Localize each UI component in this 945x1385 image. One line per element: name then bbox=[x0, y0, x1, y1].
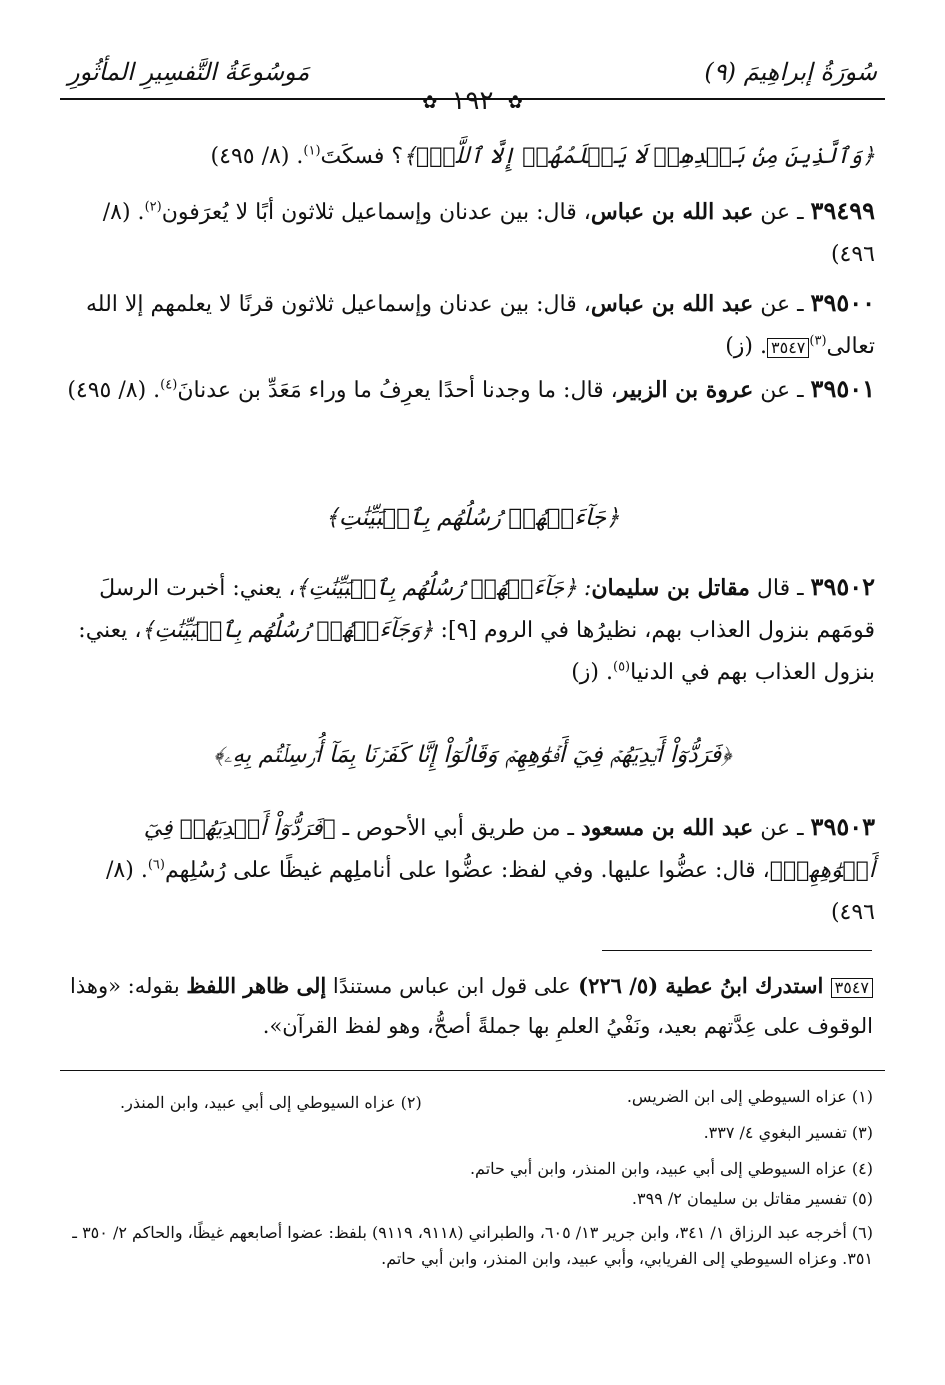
paragraph-text: ، قال: ما وجدنا أحدًا يعرِفُ ما وراء مَعَدِّ بن عدنانَ bbox=[177, 378, 618, 403]
page-number-row bbox=[60, 86, 885, 116]
paragraph-text: ؟ فسكَتَ bbox=[320, 144, 404, 169]
page-header bbox=[60, 52, 885, 116]
surah-title: سُورَةُ إبراهِيمَ (٩) bbox=[704, 58, 877, 86]
narrator: عبد الله بن مسعود bbox=[580, 815, 754, 841]
footnote-5: (٥) تفسير مقاتل بن سليمان ٢/ ٣٩٩. bbox=[631, 1189, 873, 1208]
volume-reference: . (٨/ ٤٩٥) bbox=[210, 144, 304, 169]
ornament-icon: ✿ bbox=[422, 91, 438, 113]
footnotes-rule bbox=[60, 1070, 885, 1071]
editor-note bbox=[62, 966, 873, 1046]
narrator: عروة بن الزبير bbox=[617, 377, 754, 403]
entry-number: ٣٩٥٠١ bbox=[810, 374, 875, 403]
entry-39500 bbox=[62, 282, 875, 368]
footnote-6: (٦) أخرجه عبد الرزاق ١/ ٣٤١، وابن جرير ١٣/ ٦٠٥، والطبراني (٩١١٨، ٩١١٩) بلفظ: عضوا أصابعهم غيظًا، والحاكم ٢/ ٣٥٠ ـ ٣٥١. وعزاه السيوطي إلى الفريابي، وأبي عبيد، وابن المنذر، وابن أبي حاتم. bbox=[72, 1223, 873, 1268]
narrator: مقاتل بن سليمان bbox=[591, 575, 750, 601]
entry-number: ٣٩٥٠٢ bbox=[810, 572, 875, 601]
paragraph-text: ، قال: بين عدنان وإسماعيل ثلاثون قرنًا لا يعلمهم إلا الله تعالى bbox=[86, 292, 875, 359]
footnote-marker: (٢) bbox=[144, 199, 162, 215]
volume-reference: . (ز) bbox=[571, 660, 613, 685]
footnote-4: (٤) عزاه السيوطي إلى أبي عبيد، وابن المنذر، وابن أبي حاتم. bbox=[469, 1159, 873, 1178]
narrator: عبد الله بن عباس bbox=[590, 199, 754, 225]
verse-heading: ﴿جَآءَتۡهُمۡ رُسُلُهُم بِٱلۡبَيِّنَٰتِ﴾ bbox=[325, 505, 620, 531]
note-number-box: ٣٥٤٧ bbox=[831, 978, 873, 998]
paragraph-text: ، قال: عضُّوا عليها. وفي لفظ: عضُّوا على أناملِهم غيظًا على رُسُلِهم bbox=[164, 858, 770, 883]
paragraph-text: ـ عن bbox=[753, 292, 811, 317]
footnote-marker: (٥) bbox=[612, 659, 631, 675]
note-text: على قول ابن عباس مستندًا bbox=[326, 974, 571, 998]
ornament-icon: ✿ bbox=[507, 91, 523, 113]
footnote-marker: (١) bbox=[303, 143, 321, 159]
paragraph-text: ، يعني: بنزول العذاب بهم في الدنيا bbox=[78, 618, 875, 685]
entry-39499 bbox=[62, 190, 875, 276]
paragraph-text: ـ عن bbox=[753, 816, 811, 841]
entry-39501 bbox=[62, 368, 875, 412]
paragraph-text: ، قال: بين عدنان وإسماعيل ثلاثون أبًا لا يُعرَفون bbox=[161, 200, 591, 225]
volume-reference: . (٨/ ٤٩٥) bbox=[67, 378, 161, 403]
page-number: ١٩٢ bbox=[451, 86, 494, 116]
paragraph-text: ـ عن bbox=[753, 378, 811, 403]
volume-reference: . (٨/ ٤٩٦) bbox=[102, 200, 875, 267]
continuation-paragraph bbox=[62, 136, 875, 178]
quran-verse: ﴿فَرَدُّوٓاْ أَيۡدِيَهُمۡ فِيٓ أَفۡوَٰهِهِمۡ﴾ bbox=[143, 816, 875, 883]
footnote-marker: (٦) bbox=[147, 857, 165, 873]
paragraph-text: ـ عن bbox=[753, 200, 811, 225]
note-separator bbox=[602, 950, 872, 951]
entry-number: ٣٩٥٠٣ bbox=[810, 812, 875, 841]
note-text: بقوله: «وهذا الوقوف على عِدَّتهم بعيد، ونَفْيُ العلمِ بها جملةً أصحُّ، وهو لفظ القرآن». bbox=[70, 974, 873, 1038]
quran-verse: ﴿وَجَآءَتۡهُمۡ رُسُلُهُم بِٱلۡبَيِّنَٰتِ﴾ bbox=[141, 618, 434, 643]
volume-reference: . (ز) bbox=[725, 334, 767, 359]
footnote-1: (١) عزاه السيوطي إلى ابن الضريس. bbox=[626, 1087, 873, 1106]
entry-39503 bbox=[62, 806, 875, 934]
entry-number: ٣٩٤٩٩ bbox=[810, 196, 875, 225]
cross-reference-box: ٣٥٤٧ bbox=[767, 338, 809, 358]
note-author: استدرك ابنُ عطية (٥/ ٢٢٦) bbox=[570, 973, 831, 998]
footnote-2: (٢) عزاه السيوطي إلى أبي عبيد، وابن المنذر. bbox=[120, 1093, 422, 1112]
entry-number: ٣٩٥٠٠ bbox=[810, 288, 875, 317]
paragraph-text: ـ قال bbox=[749, 576, 811, 601]
volume-reference: . (٨/ ٤٩٦) bbox=[106, 858, 875, 925]
paragraph-text: ، يعني: أخبرت الرسلَ قومَهم بنزول العذاب بهم، نظيرُها في الروم [٩]: bbox=[99, 576, 875, 643]
quran-verse: ﴿وَٱلَّذِينَ مِنۢ بَعۡدِهِمۡ لَا يَعۡلَمُهُمۡ إِلَّا ٱللَّهُۚ﴾ bbox=[403, 144, 875, 169]
verse-heading: ﴿فَرَدُّوٓاْ أَيۡدِيَهُمۡ فِيٓ أَفۡوَٰهِهِمۡ وَقَالُوٓاْ إِنَّا كَفَرۡنَا بِمَآ أُرۡسِلۡتُم بِهِۦ﴾ bbox=[213, 742, 732, 768]
paragraph-text: ـ من طريق أبي الأحوص ـ bbox=[335, 816, 581, 841]
footnote-marker: (٤) bbox=[160, 377, 178, 393]
quran-verse: : ﴿جَآءَتۡهُمۡ رُسُلُهُم بِٱلۡبَيِّنَٰتِ﴾ bbox=[295, 576, 592, 601]
note-emphasis: إلى ظاهر اللفظ bbox=[186, 973, 327, 998]
header-rule bbox=[60, 98, 885, 100]
footnote-marker: (٣) bbox=[809, 333, 827, 349]
footnote-3: (٣) تفسير البغوي ٤/ ٣٣٧. bbox=[703, 1123, 873, 1142]
entry-39502 bbox=[62, 566, 875, 694]
book-title: مَوسُوعَةُ التَّفسِيرِ المأثُورِ bbox=[68, 58, 310, 86]
narrator: عبد الله بن عباس bbox=[590, 291, 754, 317]
